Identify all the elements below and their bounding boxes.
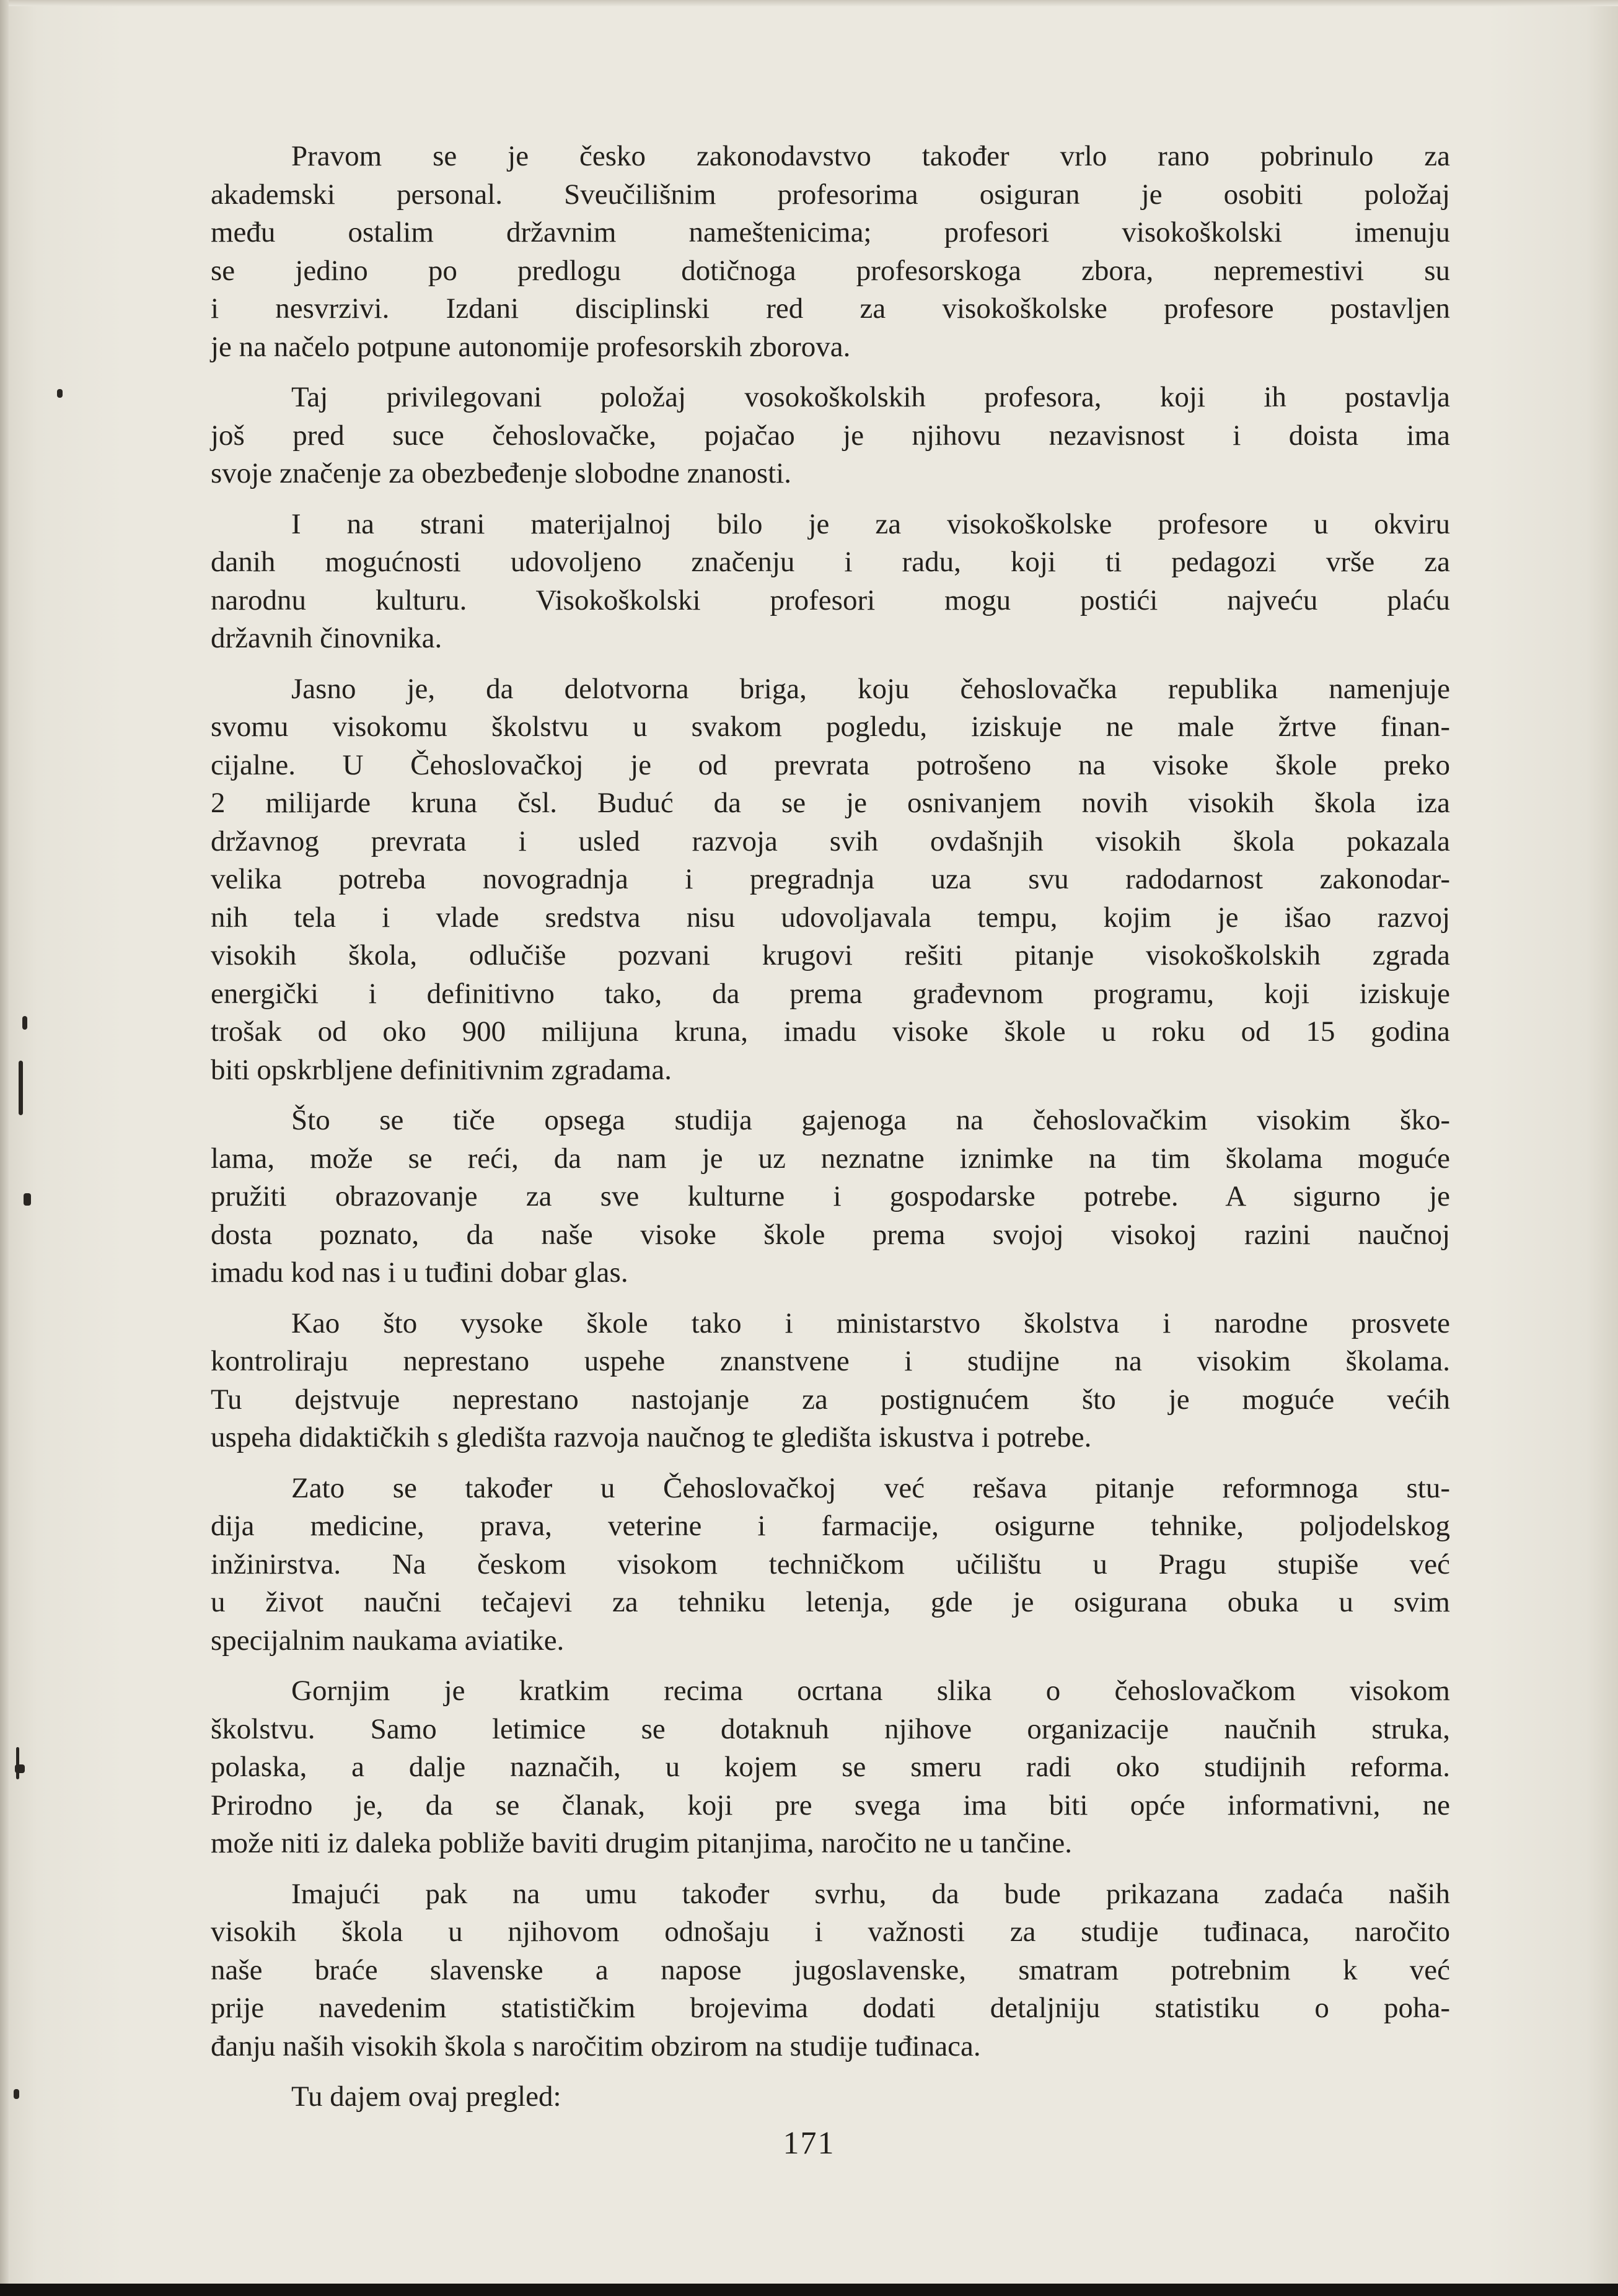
text-line: đanju naših visokih škola s naročitim obzirom na studije tuđinaca. (211, 2030, 981, 2062)
paragraph (211, 138, 1450, 366)
text-line: lama, može se reći, da nam je uz neznatne iznimke na tim školama moguće (211, 1142, 1450, 1175)
text-line: imadu kod nas i u tuđini dobar glas. (211, 1256, 628, 1289)
text-line: specijalnim naukama aviatike. (211, 1624, 565, 1657)
text-line: I na strani materijalnoj bilo je za visokoškolske profesore u okviru (291, 507, 1450, 540)
paragraph (211, 379, 1450, 493)
paragraph (211, 1102, 1450, 1292)
text-line: može niti iz daleka pobliže baviti drugim pitanjima, naročito ne u tančine. (211, 1827, 1072, 1859)
body-text (211, 138, 1450, 2129)
text-line: prije navedenim statističkim brojevima dodati detaljniju statistiku o poha- (211, 1992, 1450, 2024)
text-line: Tu dajem ovaj pregled: (291, 2080, 561, 2113)
text-line: pružiti obrazovanje za sve kulturne i gospodarske potrebe. A sigurno je (211, 1180, 1450, 1212)
text-line: velika potreba novogradnja i pregradnja uza svu radodarnost zakonodar- (211, 863, 1450, 895)
text-line: kontroliraju neprestano uspehe znanstvene i studijne na visokim školama. (211, 1345, 1450, 1377)
text-line: trošak od oko 900 milijuna kruna, imadu visoke škole u roku od 15 godina (211, 1015, 1450, 1048)
text-line: dosta poznato, da naše visoke škole prema svojoj visokoj razini naučnoj (211, 1218, 1450, 1251)
paragraph (211, 1875, 1450, 2066)
margin-speck (15, 1764, 25, 1773)
text-line: inžinirstva. Na českom visokom techničkom učilištu u Pragu stupiše već (211, 1548, 1450, 1580)
text-line: 2 milijarde kruna čsl. Buduć da se je osnivanjem novih visokih škola iza (211, 787, 1450, 819)
text-line: među ostalim državnim nameštenicima; profesori visokoškolski imenuju (211, 216, 1450, 248)
text-line: danih mogućnosti udovoljeno značenju i radu, koji ti pedagozi vrše za (211, 546, 1450, 578)
text-line: Kao što vysoke škole tako i ministarstvo školstva i narodne prosvete (291, 1307, 1450, 1339)
text-line: naše braće slavenske a napose jugoslavenske, smatram potrebnim k već (211, 1953, 1450, 1986)
text-line: narodnu kulturu. Visokoškolski profesori mogu postići najveću plaću (211, 584, 1450, 616)
text-line: se jedino po predlogu dotičnoga profesorskoga zbora, nepremestivi su (211, 254, 1450, 287)
text-line: Jasno je, da delotvorna briga, koju čehoslovačka republika namenjuje (291, 672, 1450, 705)
text-line: Što se tiče opsega studija gajenoga na čehoslovačkim visokim ško- (291, 1104, 1450, 1136)
binding-edge (0, 0, 9, 2284)
text-line: svomu visokomu školstvu u svakom pogledu, iziskuje ne male žrtve finan- (211, 711, 1450, 743)
text-line: visokih škola, odlučiše pozvani krugovi rešiti pitanje visokoškolskih zgrada (211, 939, 1450, 971)
paragraph (211, 670, 1450, 1090)
paragraph (211, 2078, 1450, 2116)
text-line: dija medicine, prava, veterine i farmacije, osigurne tehnike, poljodelskog (211, 1510, 1450, 1542)
text-line: Imajući pak na umu također svrhu, da bude prikazana zadaća naših (291, 1877, 1450, 1910)
text-line: nih tela i vlade sredstva nisu udovoljavala tempu, kojim je išao razvoj (211, 901, 1450, 934)
text-line: energički i definitivno tako, da prema građevnom programu, koji iziskuje (211, 977, 1450, 1010)
text-line: u život naučni tečajevi za tehniku letenja, gde je osigurana obuka u svim (211, 1586, 1450, 1618)
text-line: Zato se također u Čehoslovačkoj već rešava pitanje reformnoga stu- (291, 1471, 1450, 1504)
text-line: državnih činovnika. (211, 622, 442, 654)
text-line: uspeha didaktičkih s gledišta razvoja naučnog te gledišta iskustva i potrebe. (211, 1421, 1092, 1453)
text-line: biti opskrbljene definitivnim zgradama. (211, 1053, 672, 1086)
text-line: Gornjim je kratkim recima ocrtana slika o čehoslovačkom visokom (291, 1675, 1450, 1707)
paragraph (211, 506, 1450, 658)
text-line: još pred suce čehoslovačke, pojačao je njihovu nezavisnost i doista ima (211, 419, 1450, 452)
text-line: školstvu. Samo letimice se dotaknuh njihove organizacije naučnih struka, (211, 1712, 1450, 1745)
text-line: svoje značenje za obezbeđenje slobodne znanosti. (211, 457, 791, 489)
text-line: Prirodno je, da se članak, koji pre svega ima biti opće informativni, ne (211, 1789, 1450, 1821)
text-line: državnog prevrata i usled razvoja svih ovdašnjih visokih škola pokazala (211, 825, 1450, 857)
margin-speck (22, 1016, 27, 1030)
paragraph (211, 1470, 1450, 1660)
text-line: cijalne. U Čehoslovačkoj je od prevrata potrošeno na visoke škole preko (211, 748, 1450, 781)
page-top-edge (0, 0, 1618, 6)
text-line: Pravom se je česko zakonodavstvo također vrlo rano pobrinulo za (291, 140, 1450, 172)
text-line: polaska, a dalje naznačih, u kojem se smeru radi oko studijnih reforma. (211, 1751, 1450, 1783)
margin-speck (57, 389, 63, 398)
scan-bottom-edge (0, 2284, 1618, 2296)
paragraph (211, 1305, 1450, 1457)
text-line: je na načelo potpune autonomije profesorskih zborova. (211, 330, 851, 363)
margin-speck (14, 2089, 19, 2099)
text-line: i nesvrzivi. Izdani disciplinski red za visokoškolske profesore postavljen (211, 292, 1450, 325)
page-number: 171 (783, 2126, 835, 2161)
margin-speck (24, 1193, 31, 1206)
text-line: Taj privilegovani položaj vosokoškolskih profesora, koji ih postavlja (291, 381, 1450, 413)
text-line: akademski personal. Sveučilišnim profesorima osiguran je osobiti položaj (211, 178, 1450, 211)
margin-speck (19, 1061, 23, 1115)
margin-speck (16, 1747, 19, 1779)
paragraph (211, 1672, 1450, 1863)
text-line: Tu dejstvuje neprestano nastojanje za postignućem što je moguće većih (211, 1383, 1450, 1416)
text-line: visokih škola u njihovom odnošaju i važnosti za studije tuđinaca, naročito (211, 1916, 1450, 1948)
